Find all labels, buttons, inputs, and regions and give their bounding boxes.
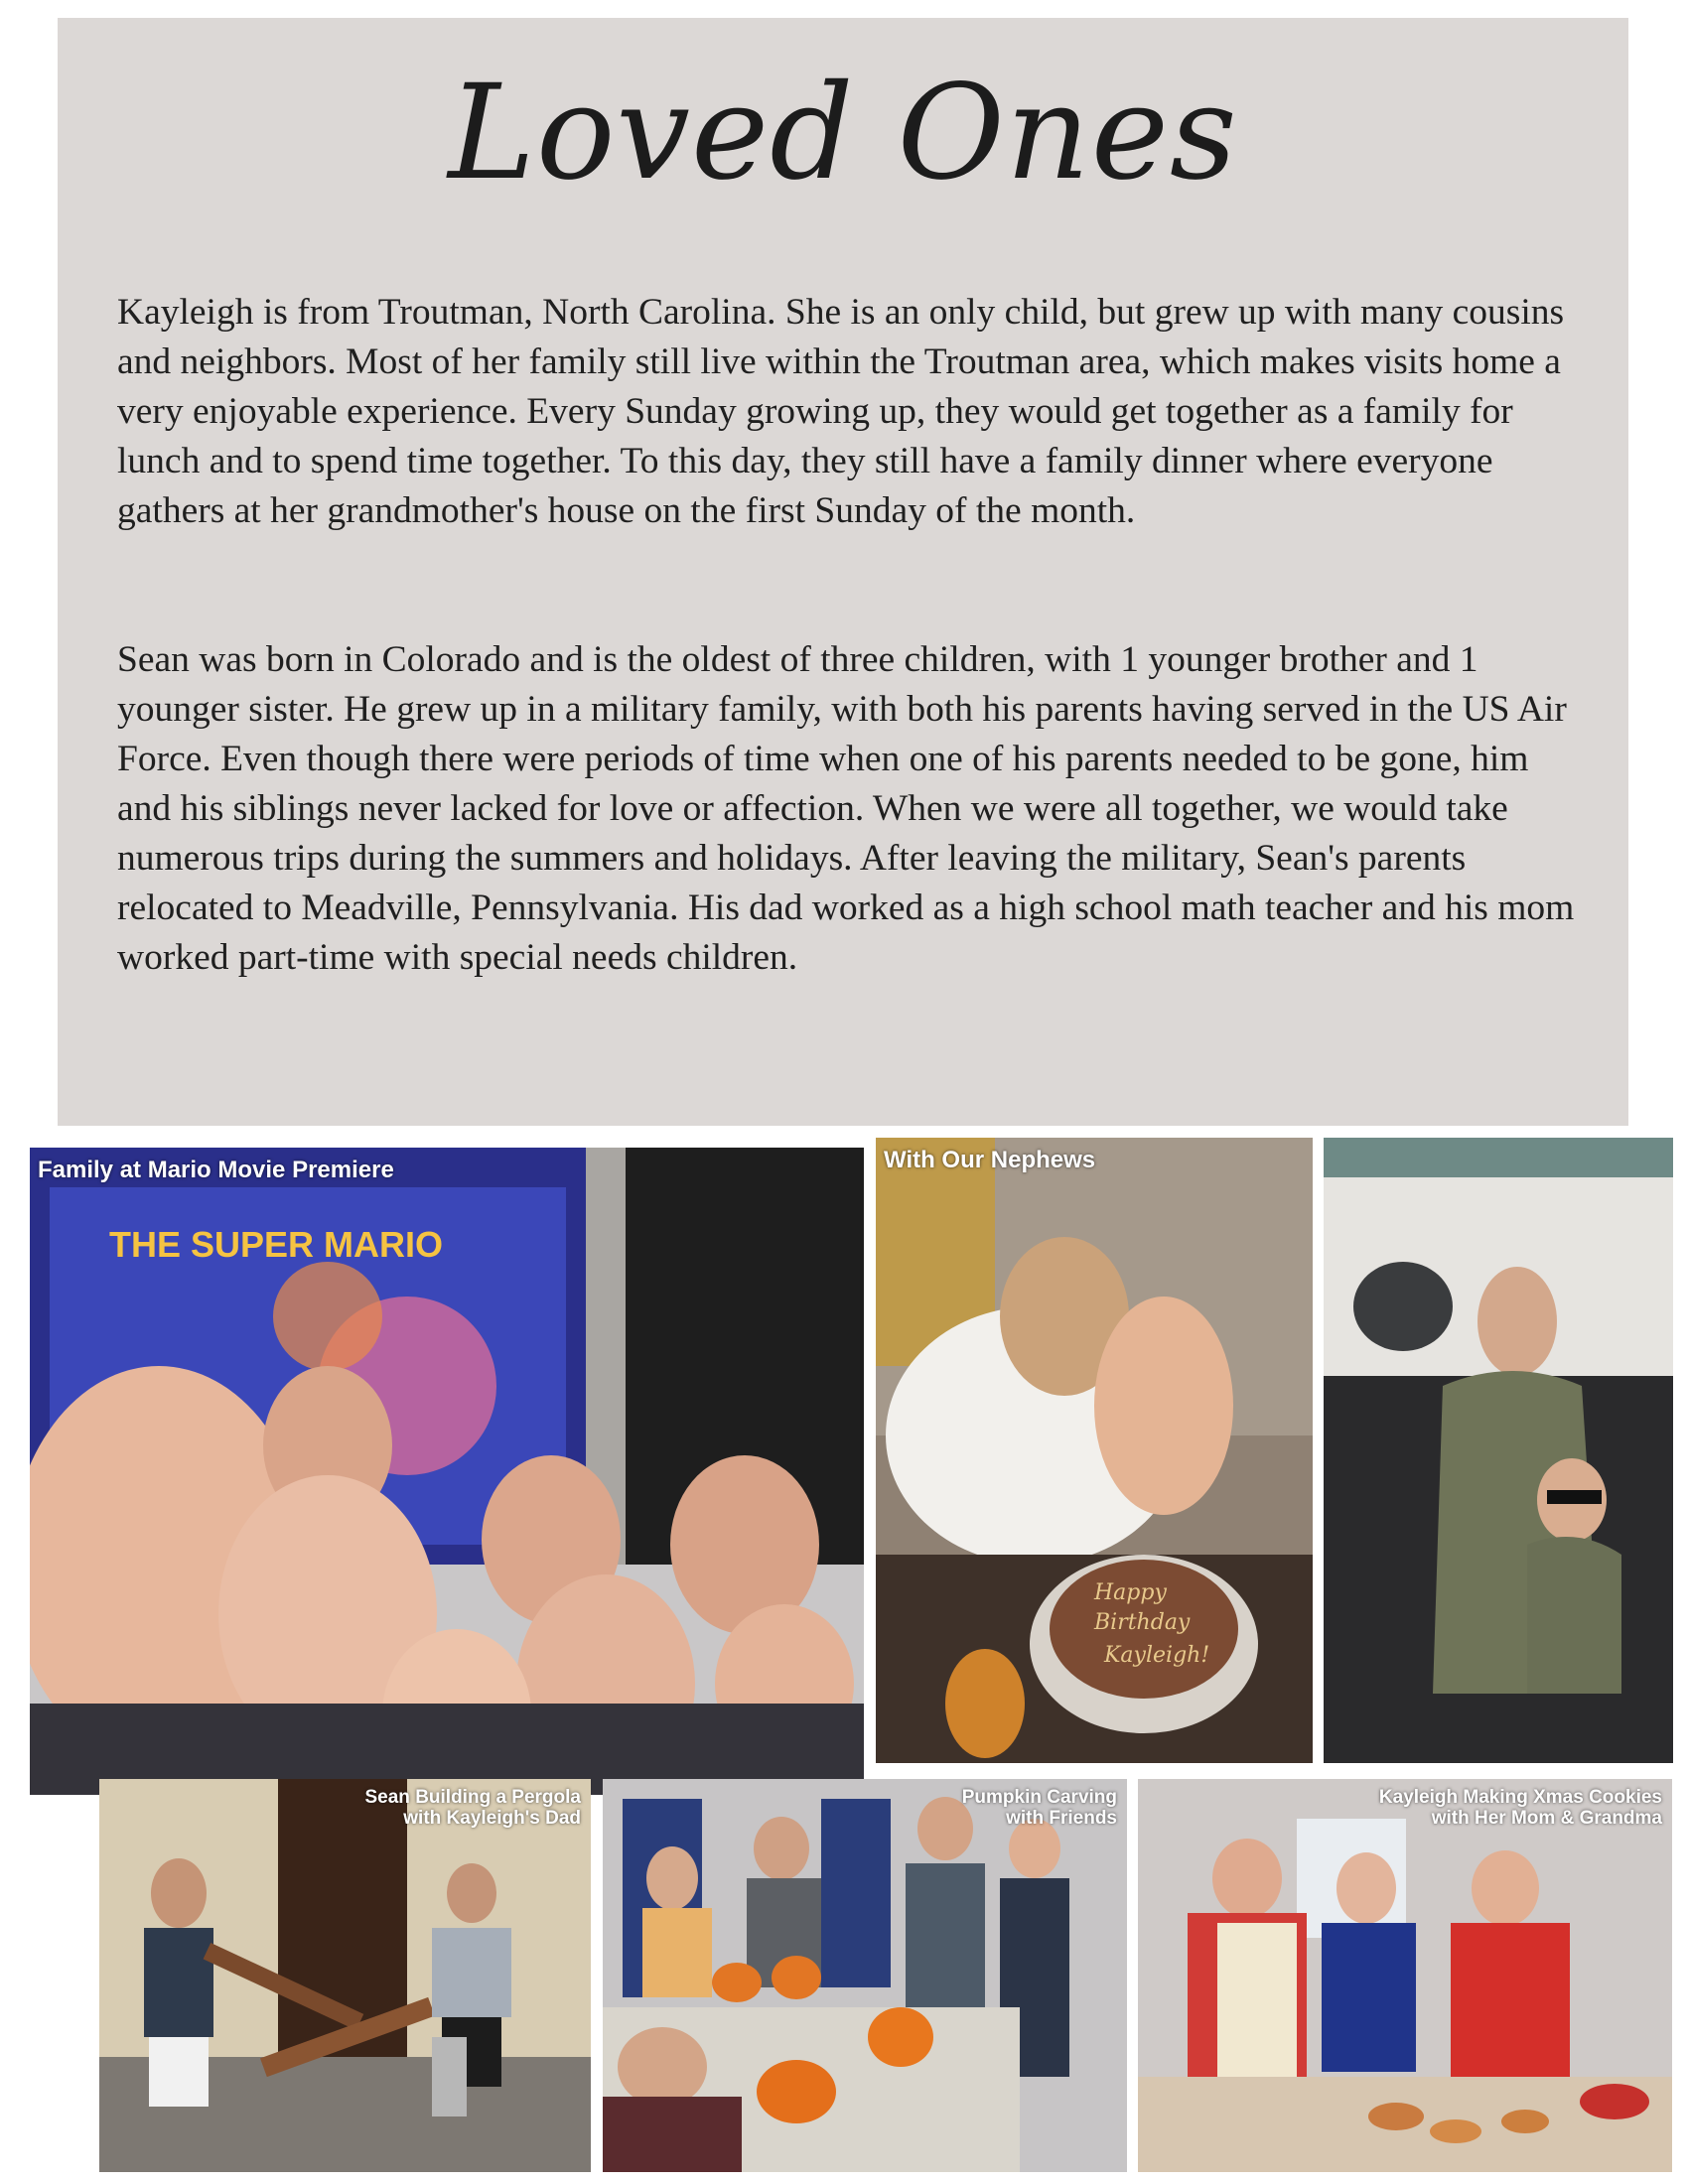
photo-nephews bbox=[876, 1138, 1313, 1763]
photo-xmas-cookies-image bbox=[1138, 1779, 1672, 2172]
caption-pumpkin-carving: Pumpkin Carving with Friends bbox=[961, 1787, 1117, 1830]
photo-nephews-image bbox=[876, 1138, 1313, 1763]
photo-pumpkin-carving-image bbox=[603, 1779, 1127, 2172]
photo-xmas-cookies bbox=[1138, 1779, 1672, 2172]
photo-flight-suit bbox=[1324, 1138, 1673, 1763]
cake-text-3: Kayleigh! bbox=[1104, 1643, 1210, 1668]
caption-xmas-cookies: Kayleigh Making Xmas Cookies with Her Mom & Grandma bbox=[1378, 1787, 1662, 1830]
mario-poster-text: THE SUPER MARIO bbox=[109, 1224, 444, 1265]
photo-mario-premiere-image bbox=[30, 1148, 864, 1795]
page-title: Loved Ones bbox=[448, 57, 1238, 209]
paragraph-sean: Sean was born in Colorado and is the oldest of three children, with 1 younger brother and 1 younger sister. He grew up in a military family, with both his parents having served in the US Air Force. Even though there were periods of time when one of his parents needed to be gone, him and his siblings never lacked for love or affection. When we were all together, we would take numerous trips during the summers and holidays. After leaving the military, Sean's parents relocated to Meadville, Pennsylvania. His dad worked as a high school math teacher and his mom worked part-time with special needs children. bbox=[117, 639, 1575, 978]
photo-mario-premiere bbox=[30, 1148, 864, 1795]
photo-pergola bbox=[99, 1779, 591, 2172]
photo-pergola-image bbox=[99, 1779, 591, 2172]
caption-mario-premiere: Family at Mario Movie Premiere bbox=[38, 1157, 394, 1183]
cake-text-1: Happy bbox=[1094, 1580, 1167, 1605]
photo-pumpkin-carving bbox=[603, 1779, 1127, 2172]
caption-nephews: With Our Nephews bbox=[884, 1147, 1096, 1173]
text-panel bbox=[58, 18, 1628, 1126]
cake-text-2: Birthday bbox=[1094, 1610, 1191, 1635]
photo-flight-suit-image bbox=[1324, 1138, 1673, 1763]
paragraph-kayleigh: Kayleigh is from Troutman, North Carolina. She is an only child, but grew up with many cousins and neighbors. Most of her family still live within the Troutman area, which makes visits home a very enjoyable experience. Every Sunday growing up, they would get together as a family for lunch and to spend time together. To this day, they still have a family dinner where everyone gathers at her grandmother's house on the first Sunday of the month. bbox=[117, 292, 1565, 531]
caption-pergola: Sean Building a Pergola with Kayleigh's Dad bbox=[364, 1787, 581, 1830]
